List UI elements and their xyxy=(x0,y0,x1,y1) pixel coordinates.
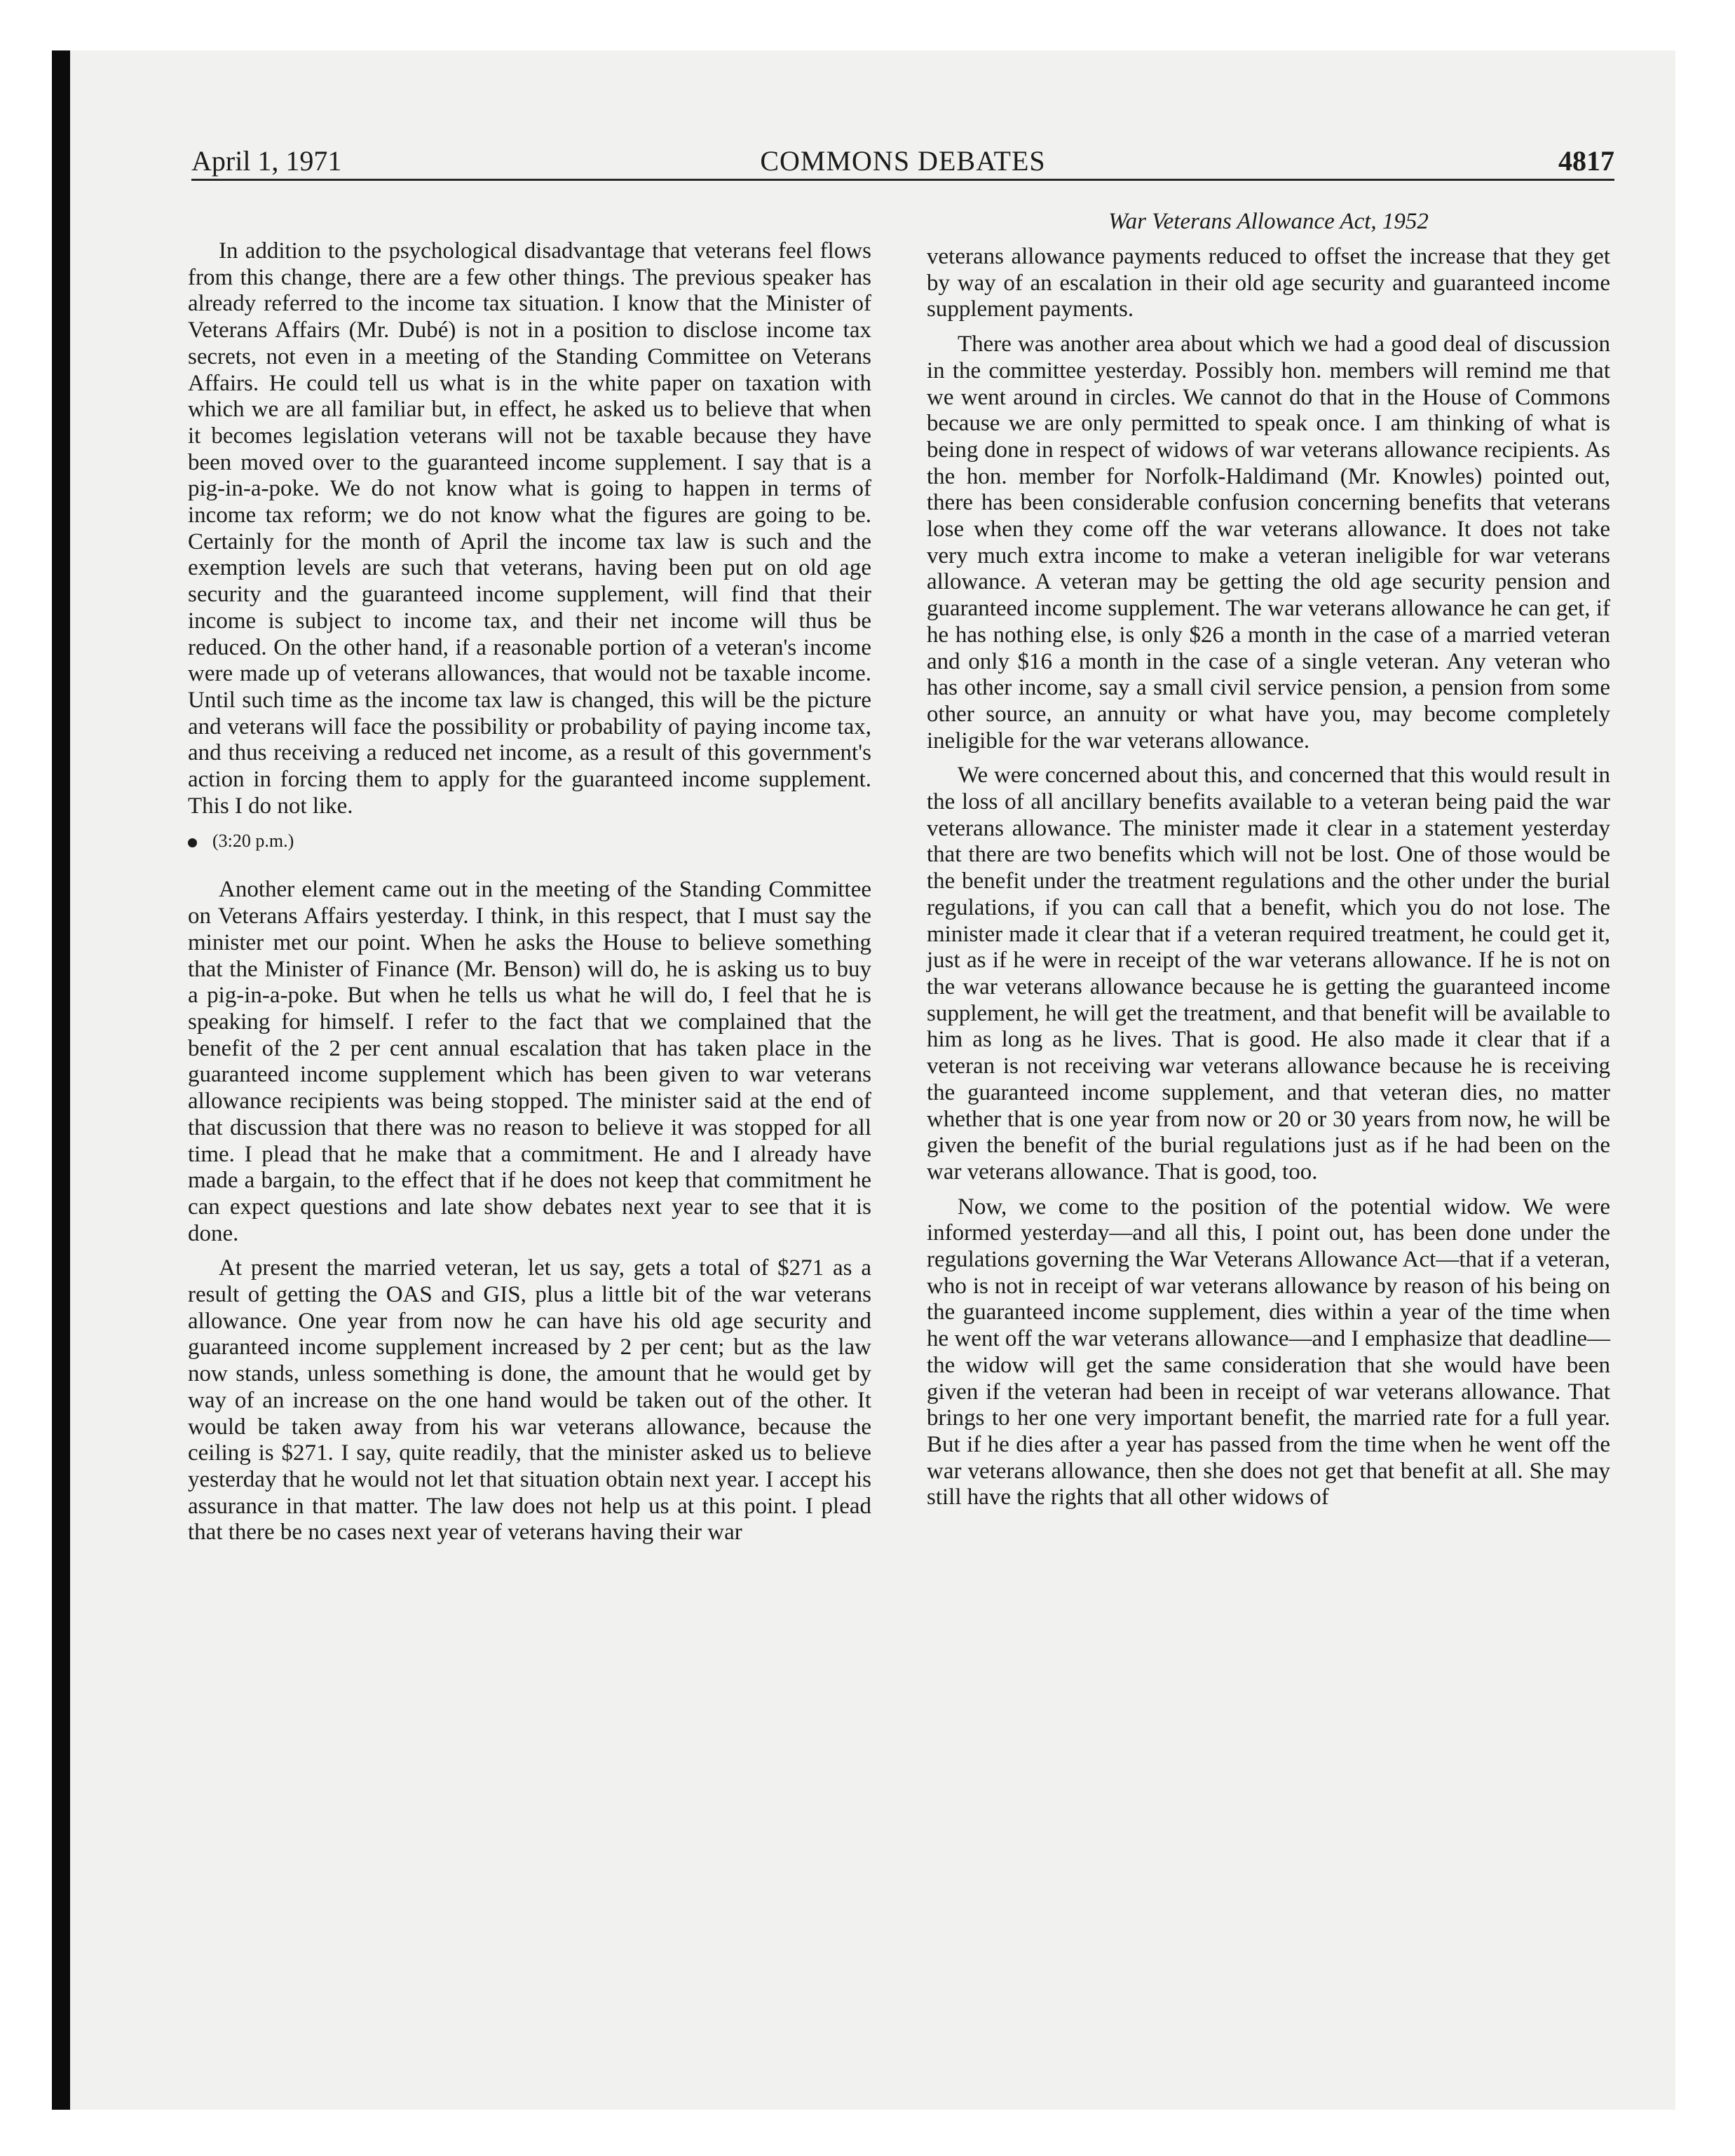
header-date: April 1, 1971 xyxy=(191,145,342,177)
paragraph: There was another area about which we had a good deal of discussion in the committee yesterday. Possibly hon. members will remind me that we went around in circles. We cannot do that in the House of Commons because we are only permitted to speak once. I am thinking of what is being done in respect of widows of war veterans allowance recipients. As the hon. member for Norfolk-Haldimand (Mr. Knowles) pointed out, there has been considerable confusion concerning benefits that veterans lose when they come off the war veterans allowance. It does not take very much extra income to make a veteran ineligible for war veterans allowance. A veteran may be getting the old age security pension and guaranteed income supplement. The war veterans allowance he can get, if he has nothing else, is only $26 a month in the case of a married veteran and only $16 a month in the case of a single veteran. Any veteran who has other income, say a small civil service pension, a pension from some other source, an annuity or what have you, may become completely ineligible for the war veterans allowance. xyxy=(927,332,1610,753)
time-marker-text: (3:20 p.m.) xyxy=(212,831,294,852)
page-number: 4817 xyxy=(1558,145,1614,177)
running-head: War Veterans Allowance Act, 1952 xyxy=(1108,209,1429,234)
time-marker xyxy=(188,829,871,853)
scan-edge xyxy=(52,50,70,2110)
header-title: COMMONS DEBATES xyxy=(760,145,1046,177)
paragraph: Now, we come to the position of the potential widow. We were informed yesterday—and all this, I point out, has been done under the regulations governing the War Veterans Allowance Act—that if a veteran, who is not in receipt of war veterans allowance by reason of his being on the guaranteed income supplement, dies within a year of the time when he went off the war veterans allowance—and I emphasize that deadline—the widow will get the same consideration that she would have been given if the veteran had been in receipt of war veterans allowance. That brings to her one very important benefit, the married rate for a full year. But if he dies after a year has passed from the time when he went off the war veterans allowance, then she does not get that benefit at all. She may still have the rights that all other widows of xyxy=(927,1194,1610,1510)
right-column xyxy=(927,244,1610,1520)
paragraph: In addition to the psychological disadvantage that veterans feel flows from this change, there are a few other things. The previous speaker has already referred to the income tax situation. I know that the Minister of Veterans Affairs (Mr. Dubé) is not in a position to disclose income tax secrets, not even in a meeting of the Standing Committee on Veterans Affairs. He could tell us what is in the white paper on taxation with which we are all familiar but, in effect, he asked us to believe that when it becomes legislation veterans will not be taxable because they have been moved over to the guaranteed income supplement. I say that is a pig-in-a-poke. We do not know what is going to happen in terms of income tax reform; we do not know what the figures are going to be. Certainly for the month of April the income tax law is such and the exemption levels are such that veterans, having been put on old age security and the guaranteed income supplement, will find that their income is subject to income tax, and their net income will thus be reduced. On the other hand, if a reasonable portion of a veteran's income were made up of veterans allowances, that would not be taxable income. Until such time as the income tax law is changed, this will be the picture and veterans will face the possibility or probability of paying income tax, and thus receiving a reduced net income, as a result of this government's action in forcing them to apply for the guaranteed income supplement. This I do not like. xyxy=(188,238,871,819)
bullet-icon xyxy=(188,838,197,847)
paragraph: At present the married veteran, let us say, gets a total of $271 as a result of getting the OAS and GIS, plus a little bit of the war veterans allowance. One year from now he can have his old age security and guaranteed income supplement increased by 2 per cent; but as the law now stands, unless something is done, the amount that he would get by way of an increase on the one hand would be taken out of the other. It would be taken away from his war veterans allowance, because the ceiling is $271. I say, quite readily, that the minister asked us to believe yesterday that he would not let that situation obtain next year. I accept his assurance in that matter. The law does not help us at this point. I plead that there be no cases next year of veterans having their war xyxy=(188,1255,871,1546)
page-header xyxy=(191,144,1614,181)
paragraph: veterans allowance payments reduced to offset the increase that they get by way of an escalation in their old age security and guaranteed income supplement payments. xyxy=(927,244,1610,322)
paragraph: We were concerned about this, and concerned that this would result in the loss of all ancillary benefits available to a veteran being paid the war veterans allowance. The minister made it clear in a statement yesterday that there are two benefits which will not be lost. One of those would be the benefit under the treatment regulations and the other under the burial regulations, if you can call that a benefit, which you do not lose. The minister made it clear that if a veteran required treatment, he could get it, just as if he were in receipt of the war veterans allowance. If he is not on the war veterans allowance because he is getting the guaranteed income supplement, he will get the treatment, and that benefit will be available to him as long as he lives. That is good. He also made it clear that if a veteran is not receiving war veterans allowance because he is receiving the guaranteed income supplement, and that veteran dies, no matter whether that is one year from now or 20 or 30 years from now, he will be given the benefit of the burial regulations just as if he had been on the war veterans allowance. That is good, too. xyxy=(927,763,1610,1185)
paragraph: Another element came out in the meeting of the Standing Committee on Veterans Affairs yesterday. I think, in this respect, that I must say the minister met our point. When he asks the House to believe something that the Minister of Finance (Mr. Benson) will do, he is asking us to buy a pig-in-a-poke. But when he tells us what he will do, I feel that he is speaking for himself. I refer to the fact that we complained that the benefit of the 2 per cent annual escalation that has taken place in the guaranteed income supplement which has been given to war veterans allowance recipients was being stopped. The minister said at the end of that discussion that there was no reason to believe it was stopped for all time. I plead that he make that a commitment. He and I already have made a bargain, to the effect that if he does not keep that commitment he can expect questions and late show debates next year to see that it is done. xyxy=(188,877,871,1246)
left-column xyxy=(188,238,871,1555)
